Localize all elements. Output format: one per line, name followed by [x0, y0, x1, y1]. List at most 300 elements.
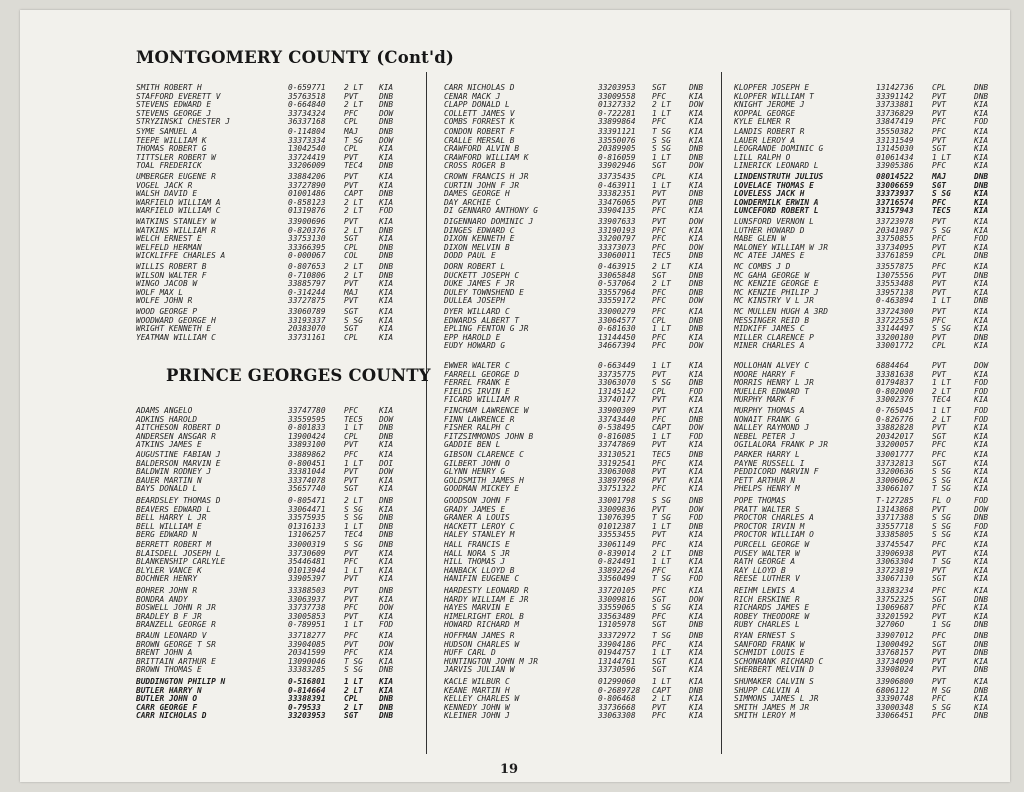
- entry-serial: 35763518: [288, 91, 326, 101]
- entry-status: KIA: [379, 296, 394, 306]
- entry-status: DNB: [689, 83, 704, 92]
- entry-status: KIA: [974, 324, 989, 334]
- entry-group: [116, 218, 422, 261]
- entry-grade: PFC: [652, 458, 667, 468]
- entry-grade: PVT: [652, 406, 667, 415]
- entry-name: PAYNE RUSSELL I: [734, 458, 805, 468]
- entry-serial: 33724300: [876, 307, 914, 316]
- entry-grade: PFC: [652, 296, 667, 306]
- entry-grade: PFC: [652, 639, 667, 649]
- entry-serial: 33906800: [876, 677, 914, 686]
- entry-name: THOMAS ROBERT G: [136, 144, 207, 154]
- entry-serial: 33745547: [876, 540, 914, 549]
- entry-grade: CPL: [652, 386, 667, 396]
- entry-status: DOW: [689, 341, 704, 351]
- entry-grade: 1 LT: [932, 152, 951, 162]
- entry-name: ADKINS HAROLD: [136, 414, 198, 424]
- roster-entry: [116, 252, 422, 261]
- entry-grade: PVT: [344, 440, 359, 450]
- entry-name: EPLING FENTON G JR: [444, 324, 529, 334]
- entry-status: DNB: [689, 414, 704, 424]
- entry-group: [436, 541, 712, 584]
- entry-grade: PVT: [652, 467, 667, 477]
- entry-name: WELFELD HERMAN: [136, 242, 202, 252]
- entry-name: SYME SAMUEL A: [136, 127, 198, 136]
- column-divider: [721, 72, 722, 754]
- entry-grade: PFC: [932, 450, 947, 459]
- entry-name: FERREL FRANK E: [444, 378, 510, 388]
- entry-name: WRIGHT KENNETH E: [136, 324, 212, 334]
- entry-status: KIA: [689, 557, 704, 567]
- entry-serial: 33575935: [288, 513, 326, 523]
- entry-name: SCHONRANK RICHARD C: [734, 656, 824, 666]
- roster-entry: [728, 621, 1020, 630]
- entry-status: KIA: [974, 565, 989, 575]
- entry-serial: 33388391: [288, 694, 326, 704]
- entry-grade: T SG: [344, 135, 363, 145]
- roster-entry: [436, 396, 712, 405]
- entry-status: KIA: [974, 458, 989, 468]
- entry-serial: 33060789: [288, 307, 326, 316]
- entry-grade: PVT: [652, 189, 667, 199]
- entry-status: KIA: [379, 611, 394, 621]
- entry-status: DNB: [379, 423, 394, 433]
- entry-name: BRAUN LEONARD V: [136, 631, 207, 640]
- entry-group: [116, 541, 422, 584]
- entry-grade: SGT: [344, 711, 359, 721]
- entry-grade: 1 LT: [652, 180, 671, 190]
- entry-name: KEANE MARTIN H: [444, 685, 510, 695]
- entry-status: DNB: [689, 152, 704, 162]
- entry-serial: 0-722281: [598, 108, 636, 118]
- entry-status: KIA: [379, 217, 394, 226]
- entry-status: FOD: [379, 206, 394, 216]
- entry-name: LOVELESS JACK H: [734, 189, 805, 199]
- entry-serial: 33064577: [598, 315, 636, 325]
- entry-status: DNB: [379, 496, 394, 505]
- entry-status: DOW: [689, 594, 704, 604]
- entry-name: GRANER A LOUIS: [444, 513, 510, 523]
- entry-name: ANDERSEN ANSGAR R: [136, 431, 216, 441]
- entry-name: MC KENZIE GEORGE E: [734, 279, 819, 289]
- entry-serial: 20342017: [876, 431, 914, 441]
- entry-name: BEAVERS EDWARD L: [136, 504, 212, 514]
- entry-status: DNB: [379, 161, 394, 171]
- entry-grade: PVT: [344, 639, 359, 649]
- entry-status: KIA: [689, 180, 704, 190]
- entry-name: LILL RALPH O: [734, 152, 791, 162]
- entry-status: DNB: [689, 279, 704, 289]
- entry-serial: 33557964: [598, 287, 636, 297]
- entry-grade: 1 SG: [932, 620, 951, 630]
- entry-name: KOPPAL GEORGE: [734, 108, 796, 118]
- entry-name: MC COMBS J D: [734, 262, 791, 271]
- entry-grade: CAPT: [344, 189, 363, 199]
- entry-serial: 13900424: [288, 431, 326, 441]
- entry-serial: 33553455: [598, 530, 636, 540]
- entry-status: KIA: [689, 406, 704, 415]
- entry-grade: 2 LT: [652, 548, 671, 558]
- entry-name: MC ATEE JAMES E: [734, 251, 805, 261]
- entry-status: KIA: [379, 287, 394, 297]
- entry-grade: 1 LT: [652, 557, 671, 567]
- entry-status: KIA: [689, 639, 704, 649]
- entry-grade: S SG: [932, 324, 951, 334]
- entry-name: WATKINS WILLIAM R: [136, 225, 216, 235]
- entry-status: DNB: [379, 251, 394, 261]
- entry-name: BRENT JOHN A: [136, 648, 193, 658]
- entry-grade: PVT: [932, 287, 947, 297]
- entry-grade: S SG: [652, 135, 671, 145]
- roster-entry: [728, 575, 1020, 584]
- entry-grade: SGT: [344, 484, 359, 494]
- entry-serial: 33383234: [876, 586, 914, 595]
- roster-page: [20, 10, 1010, 782]
- entry-serial: 0-826776: [876, 414, 914, 424]
- entry-status: KIA: [974, 100, 989, 110]
- entry-status: DNB: [379, 117, 394, 127]
- entry-name: RICH ERSKINE R: [734, 594, 800, 604]
- entry-serial: 33884206: [288, 172, 326, 181]
- entry-status: DNB: [974, 639, 989, 649]
- entry-name: MALONEY WILLIAM W JR: [734, 242, 828, 252]
- entry-serial: 33563489: [598, 611, 636, 621]
- entry-name: DAY ARCHIE C: [444, 197, 501, 207]
- entry-status: KIA: [689, 361, 704, 370]
- entry-name: HALL FRANCIS E: [444, 540, 510, 549]
- entry-grade: CPL: [932, 341, 947, 351]
- entry-serial: 33060011: [598, 251, 636, 261]
- entry-name: AITCHESON ROBERT D: [136, 423, 221, 433]
- entry-status: KIA: [974, 467, 989, 477]
- roster-entry: [436, 441, 712, 450]
- column-divider: [426, 72, 427, 754]
- entry-name: KENNEDY JOHN W: [444, 702, 510, 712]
- entry-serial: 33065848: [598, 270, 636, 280]
- entry-status: KIA: [379, 648, 394, 658]
- entry-name: KACLE WILBUR C: [444, 677, 510, 686]
- entry-name: KLOPFER JOSEPH E: [734, 83, 810, 92]
- entry-name: BUTLER HARRY N: [136, 685, 202, 695]
- entry-grade: PVT: [344, 217, 359, 226]
- entry-status: DNB: [689, 548, 704, 558]
- entry-serial: 33722558: [876, 315, 914, 325]
- entry-grade: PVT: [344, 180, 359, 190]
- entry-name: SHUMAKER CALVIN S: [734, 677, 814, 686]
- entry-grade: PVT: [932, 108, 947, 118]
- entry-name: MURPHY MARK F: [734, 395, 796, 405]
- entry-name: RYAN ERNEST S: [734, 631, 796, 640]
- entry-serial: 33750855: [876, 234, 914, 244]
- entry-name: YEATMAN WILLIAM C: [136, 332, 216, 342]
- entry-status: DNB: [689, 315, 704, 325]
- entry-grade: PVT: [932, 611, 947, 621]
- entry-serial: 0-79533: [288, 702, 321, 712]
- entry-name: GOODSON JOHN F: [444, 496, 510, 505]
- entry-serial: 33902946: [598, 161, 636, 171]
- entry-grade: PVT: [932, 423, 947, 433]
- entry-status: FOD: [689, 386, 704, 396]
- entry-serial: 33130521: [598, 450, 636, 459]
- entry-grade: PFC: [652, 332, 667, 342]
- entry-serial: 0-807653: [288, 262, 326, 271]
- entry-name: BALDERSON MARVIN E: [136, 458, 221, 468]
- entry-name: DULLEA JOSEPH: [444, 296, 506, 306]
- entry-grade: PVT: [652, 395, 667, 405]
- entry-group: [116, 587, 422, 630]
- entry-serial: 33200797: [598, 234, 636, 244]
- entry-serial: 33761859: [876, 251, 914, 261]
- entry-grade: PVT: [932, 217, 947, 226]
- entry-name: HUDSON CHARLES W: [444, 639, 520, 649]
- entry-serial: 33557875: [876, 262, 914, 271]
- entry-serial: 33727875: [288, 296, 326, 306]
- entry-grade: 1 LT: [344, 458, 363, 468]
- entry-name: PROCTOR IRVIN M: [734, 521, 805, 531]
- entry-name: EWWER WALTER C: [444, 361, 510, 370]
- entry-serial: 01061434: [876, 152, 914, 162]
- entry-status: KIA: [379, 152, 394, 162]
- entry-serial: 33000279: [598, 307, 636, 316]
- entry-serial: 33201592: [876, 611, 914, 621]
- entry-status: DNB: [974, 711, 989, 721]
- roster-entry: [436, 118, 712, 127]
- entry-serial: 33768157: [876, 648, 914, 658]
- entry-status: KIA: [974, 611, 989, 621]
- entry-name: PUSEY WALTER W: [734, 548, 800, 558]
- entry-status: DNB: [379, 270, 394, 280]
- entry-group: [728, 173, 1020, 216]
- entry-grade: T SG: [652, 513, 671, 523]
- entry-serial: 33753130: [288, 234, 326, 244]
- entry-status: KIA: [974, 702, 989, 712]
- entry-status: DNB: [974, 172, 989, 181]
- entry-group: [116, 451, 422, 494]
- entry-grade: PVT: [932, 242, 947, 252]
- entry-status: DNB: [379, 530, 394, 540]
- entry-name: FINCHAM LAWRENCE W: [444, 406, 529, 415]
- entry-grade: PVT: [932, 656, 947, 666]
- entry-status: FOD: [689, 431, 704, 441]
- entry-name: HANIFIN EUGENE C: [444, 574, 520, 584]
- entry-serial: 33908024: [876, 665, 914, 675]
- entry-grade: PFC: [652, 414, 667, 424]
- entry-status: DNB: [379, 702, 394, 712]
- entry-serial: 33743440: [598, 414, 636, 424]
- roster-entry: [116, 334, 422, 343]
- entry-grade: SGT: [932, 594, 947, 604]
- entry-serial: 33892264: [598, 565, 636, 575]
- entry-grade: 2 LT: [344, 100, 363, 110]
- entry-serial: 33000348: [876, 702, 914, 712]
- entry-grade: PFC: [932, 197, 947, 207]
- entry-serial: 33847419: [876, 117, 914, 127]
- entry-status: DOW: [689, 242, 704, 252]
- entry-status: DNB: [689, 450, 704, 459]
- entry-status: KIA: [689, 702, 704, 712]
- entry-grade: PFC: [344, 603, 359, 613]
- entry-grade: PVT: [932, 548, 947, 558]
- roster-entry: [728, 712, 1020, 721]
- entry-status: FOD: [974, 521, 989, 531]
- entry-name: HAYES MARVIN E: [444, 603, 510, 613]
- entry-serial: 33553488: [876, 279, 914, 289]
- entry-serial: 20341987: [876, 225, 914, 235]
- roster-entry: [116, 297, 422, 306]
- entry-grade: PFC: [932, 603, 947, 613]
- roster-entry: [116, 207, 422, 216]
- entry-serial: 33000319: [288, 540, 326, 549]
- entry-name: LUTHER HOWARD D: [734, 225, 805, 235]
- roster-entry: [728, 485, 1020, 494]
- entry-status: KIA: [379, 180, 394, 190]
- entry-name: HALEY STANLEY M: [444, 530, 515, 540]
- entry-name: NEBEL PETER J: [734, 431, 796, 441]
- entry-grade: MAJ: [932, 172, 947, 181]
- entry-grade: PVT: [344, 574, 359, 584]
- entry-status: KIA: [379, 450, 394, 459]
- entry-grade: PFC: [652, 484, 667, 494]
- entry-name: MC GAHA GEORGE W: [734, 270, 810, 280]
- entry-status: KIA: [379, 685, 394, 695]
- entry-serial: 13143868: [876, 504, 914, 514]
- entry-name: BOSWELL JOHN R JR: [136, 603, 216, 613]
- entry-grade: PVT: [344, 279, 359, 289]
- entry-status: KIA: [974, 603, 989, 613]
- entry-serial: 33747869: [598, 440, 636, 450]
- entry-grade: TEC4: [344, 161, 363, 171]
- entry-grade: COL: [344, 251, 359, 261]
- entry-grade: PFC: [652, 234, 667, 244]
- entry-status: KIA: [689, 172, 704, 181]
- entry-group: [116, 308, 422, 342]
- entry-grade: T SG: [652, 631, 671, 640]
- entry-grade: 2 LT: [344, 702, 363, 712]
- entry-serial: 33730596: [598, 665, 636, 675]
- entry-name: WINGO JACOB W: [136, 279, 198, 289]
- entry-name: TITTSLER ROBERT W: [136, 152, 216, 162]
- entry-status: KIA: [689, 458, 704, 468]
- entry-grade: PFC: [344, 450, 359, 459]
- entry-name: DYER WILLARD C: [444, 307, 510, 316]
- entry-status: FOD: [974, 234, 989, 244]
- entry-status: DOW: [379, 603, 394, 613]
- entry-serial: 01794837: [876, 378, 914, 388]
- entry-status: DNB: [379, 127, 394, 136]
- entry-serial: 33550076: [598, 135, 636, 145]
- entry-name: FARRELL GEORGE D: [444, 369, 520, 379]
- entry-serial: 33373937: [876, 189, 914, 199]
- entry-grade: SGT: [652, 161, 667, 171]
- entry-grade: PVT: [932, 677, 947, 686]
- entry-grade: 2 LT: [344, 206, 363, 216]
- entry-name: BALDWIN RODNEY J: [136, 467, 212, 477]
- entry-grade: 1 LT: [652, 648, 671, 658]
- entry-name: MINER CHARLES A: [734, 341, 805, 351]
- entry-status: DNB: [689, 496, 704, 505]
- entry-grade: PFC: [932, 127, 947, 136]
- entry-name: EDWARDS ALBERT T: [444, 315, 520, 325]
- entry-grade: PFC: [932, 161, 947, 171]
- roster-entry: [116, 575, 422, 584]
- entry-status: DNB: [974, 180, 989, 190]
- entry-grade: S SG: [932, 702, 951, 712]
- entry-serial: 0-516801: [288, 677, 326, 686]
- entry-status: KIA: [689, 234, 704, 244]
- entry-group: [728, 308, 1020, 351]
- entry-name: DIGENNARO DOMINIC J: [444, 217, 534, 226]
- entry-name: HILL THOMAS J: [444, 557, 506, 567]
- entry-serial: 0-710806: [288, 270, 326, 280]
- entry-serial: 33904085: [288, 639, 326, 649]
- entry-serial: 13075556: [876, 270, 914, 280]
- entry-grade: PFC: [932, 631, 947, 640]
- entry-grade: CPL: [344, 332, 359, 342]
- entry-serial: 0-664840: [288, 100, 326, 110]
- entry-name: BLAISDELL JOSEPH L: [136, 548, 221, 558]
- entry-serial: 33157943: [876, 206, 914, 216]
- entry-status: KIA: [379, 594, 394, 604]
- entry-group: [436, 497, 712, 540]
- entry-serial: 0-805471: [288, 496, 326, 505]
- entry-status: DNB: [379, 513, 394, 523]
- entry-status: KIA: [974, 656, 989, 666]
- entry-status: KIA: [689, 307, 704, 316]
- entry-name: MURPHY THOMAS A: [734, 406, 805, 415]
- entry-name: HARDY WILLIAM E JR: [444, 594, 529, 604]
- entry-group: [116, 128, 422, 171]
- entry-grade: 2 LT: [932, 386, 951, 396]
- entry-grade: 1 LT: [652, 677, 671, 686]
- entry-name: BUTLER JOHN O: [136, 694, 198, 704]
- entry-serial: 33001798: [598, 496, 636, 505]
- entry-status: FOD: [689, 574, 704, 584]
- entry-status: KIA: [974, 279, 989, 289]
- page-number: 19: [500, 762, 519, 777]
- roster-entry: [116, 621, 422, 630]
- entry-grade: PFC: [652, 287, 667, 297]
- entry-status: KIA: [974, 206, 989, 216]
- entry-grade: PFC: [652, 242, 667, 252]
- entry-status: KIA: [974, 423, 989, 433]
- entry-status: KIA: [379, 83, 394, 92]
- entry-name: CLAPP DONALD L: [444, 100, 510, 110]
- entry-group: [116, 678, 422, 721]
- section-heading-montgomery: MONTGOMERY COUNTY (Cont'd): [136, 48, 454, 67]
- entry-status: KIA: [689, 586, 704, 595]
- entry-grade: SGT: [932, 144, 947, 154]
- entry-grade: S SG: [932, 530, 951, 540]
- entry-name: STAFFORD EVERETT V: [136, 91, 221, 101]
- entry-name: GLYNN HENRY G: [444, 467, 506, 477]
- entry-serial: 01299060: [598, 677, 636, 686]
- entry-serial: 33200180: [876, 332, 914, 342]
- entry-status: KIA: [379, 656, 394, 666]
- entry-name: AUGUSTINE FABIAN J: [136, 450, 221, 459]
- entry-grade: PFC: [652, 307, 667, 316]
- entry-status: KIA: [379, 574, 394, 584]
- entry-status: KIA: [379, 324, 394, 334]
- entry-serial: 20341599: [288, 648, 326, 658]
- entry-grade: T SG: [932, 557, 951, 567]
- roster-entry: [116, 531, 422, 540]
- entry-serial: 0-2689728: [598, 685, 641, 695]
- entry-grade: S SG: [344, 665, 363, 675]
- entry-grade: PVT: [652, 530, 667, 540]
- entry-name: RICHARDS JAMES E: [734, 603, 810, 613]
- entry-name: LUNSFORD VERNON L: [734, 217, 814, 226]
- entry-name: MIDKIFF JAMES C: [734, 324, 805, 334]
